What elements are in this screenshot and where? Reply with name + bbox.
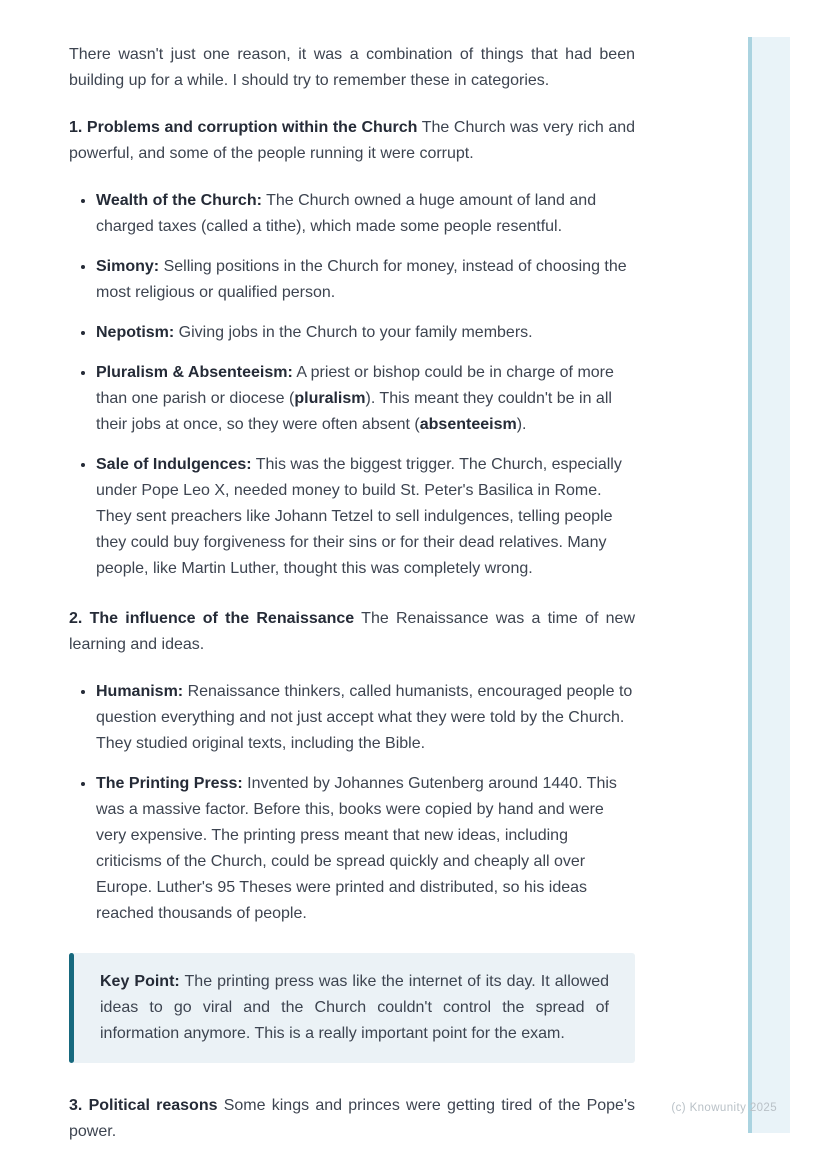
- list-item-pluralism-absenteeism: • Pluralism & Absenteeism: A priest or bishop could be in charge of more than one parish or diocese (pluralism). This meant they couldn't be in all their jobs at once, so they were often absent (absenteeism).: [96, 360, 635, 438]
- list-item-humanism: • Humanism: Renaissance thinkers, called humanists, encouraged people to question everything and not just accept what they were told by the Church. They studied original texts, including the Bible.: [96, 679, 635, 757]
- list-item-nepotism: • Nepotism: Giving jobs in the Church to your family members.: [96, 320, 635, 346]
- list-item-sale-of-indulgences: • Sale of Indulgences: This was the biggest trigger. The Church, especially under Pope Leo X, needed money to build St. Peter's Basilica in Rome. They sent preachers like Johann Tetzel to sell indulgences, telling people they could buy forgiveness for their sins or for their dead relatives. Many people, like Martin Luther, thought this was completely wrong.: [96, 452, 635, 582]
- section-1-list: [69, 188, 635, 582]
- right-margin-strip: [748, 37, 790, 1133]
- section-3-heading: 3. Political reasons Some kings and princes were getting tired of the Pope's power.: [69, 1097, 636, 1140]
- list-item-simony: • Simony: Selling positions in the Church for money, instead of choosing the most religious or qualified person.: [96, 254, 635, 306]
- callout-accent-bar: [69, 953, 74, 1063]
- section-2-list: [69, 679, 635, 927]
- intro-paragraph: There wasn't just one reason, it was a combination of things that had been building up for a while. I should try to remember these in categories.: [69, 46, 635, 89]
- document-content: [69, 42, 635, 1166]
- key-point-text: Key Point: The printing press was like the internet of its day. It allowed ideas to go viral and the Church couldn't control the spread of information anymore. This is a really important point for the exam.: [100, 973, 610, 1042]
- list-item-wealth-of-the-church: • Wealth of the Church: The Church owned a huge amount of land and charged taxes (called a tithe), which made some people resentful.: [96, 188, 635, 240]
- section-2-heading: 2. The influence of the Renaissance The Renaissance was a time of new learning and ideas.: [69, 610, 636, 653]
- key-point-callout: [69, 953, 635, 1063]
- watermark: (c) Knowunity 2025: [671, 1102, 777, 1114]
- list-item-printing-press: • The Printing Press: Invented by Johannes Gutenberg around 1440. This was a massive factor. Before this, books were copied by hand and were very expensive. The printing press meant that new ideas, including criticisms of the Church, could be spread quickly and cheaply all over Europe. Luther's 95 Theses were printed and distributed, so his ideas reached thousands of people.: [96, 771, 635, 927]
- section-1-heading: 1. Problems and corruption within the Church The Church was very rich and powerful, and some of the people running it were corrupt.: [69, 119, 636, 162]
